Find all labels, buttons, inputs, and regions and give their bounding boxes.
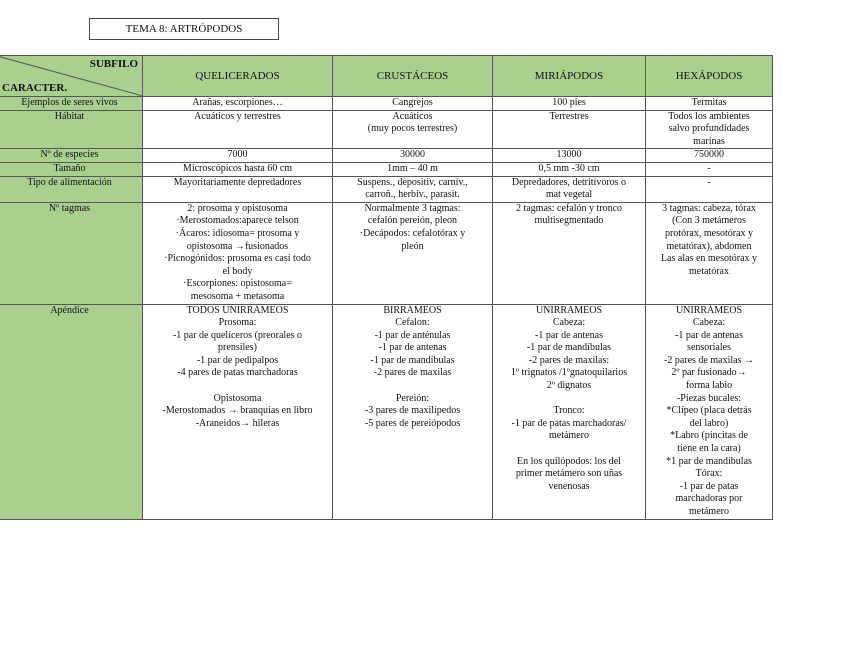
cell-line: metatórax), abdomen [666, 240, 752, 252]
cell-line: -1 par de antenas [534, 329, 604, 341]
cell-miriapodos [493, 149, 646, 163]
cell-quelicerados [143, 110, 333, 149]
cell-line: -Araneidos→ hileras [195, 417, 280, 429]
cell-line: UNIRRÁMEOS [675, 304, 743, 316]
cell-line: -1 par de quelíceros (preorales o [172, 329, 303, 341]
page-title: TEMA 8: ARTRÓPODOS [89, 18, 279, 40]
cell-line: -2 pares de maxilas → [664, 354, 754, 366]
cell-line: Acuáticos y terrestres [194, 110, 281, 122]
row-label: Apéndice [0, 304, 143, 519]
table-row [0, 304, 773, 519]
cell-line: Microscópicos hasta 60 cm [182, 162, 293, 174]
cell-line: multisegmentado [534, 215, 604, 227]
cell-line: Prosoma: [218, 317, 257, 329]
cell-line: Las alas en mesotórax y [660, 253, 758, 265]
cell-line: ·Decápodos: cefalotórax y [359, 227, 466, 239]
cell-line: 13000 [556, 149, 582, 161]
cell-hexapodos [646, 110, 773, 149]
column-header-crustaceos: CRUSTÁCEOS [333, 56, 493, 97]
cell-hexapodos [646, 304, 773, 519]
cell-line: 3 tagmas: cabeza, tórax [662, 202, 756, 214]
cell-line: Tronco: [553, 405, 585, 417]
cell-line: Arañas, escorpiones… [192, 97, 283, 108]
cell-line: Mayoritariamente depredadores [173, 176, 302, 188]
cell-line: BIRRÁMEOS [383, 304, 442, 316]
cell-line: Pereión: [395, 392, 430, 404]
cell-line: salvo profundidades [668, 123, 750, 135]
cell-line: metatórax [689, 265, 729, 277]
cell-line: 0,5 mm -30 cm [538, 162, 600, 174]
cell-line: *Labro (pincitas de [670, 430, 748, 442]
row-label: Hábitat [0, 110, 143, 149]
cell-line: cefalón pereión, pleon [367, 215, 458, 227]
corner-subfilo-label: SUBFILO [89, 58, 138, 70]
cell-line: Opistosoma [213, 392, 262, 404]
cell-crustaceos [333, 149, 493, 163]
cell-line: -4 pares de patas marchadoras [177, 367, 298, 379]
cell-line: ·Merostomados:aparece telson [176, 215, 299, 227]
cell-line: Todos los ambientes [668, 110, 750, 122]
cell-line: opistosoma →fusionados [186, 240, 289, 252]
cell-line: 1º trignatos /1ºgnatoquilarios [510, 367, 628, 379]
cell-quelicerados [143, 176, 333, 202]
cell-line: *1 par de mandíbulas [666, 455, 752, 467]
cell-crustaceos [333, 162, 493, 176]
cell-line: 2º dignatos [546, 380, 592, 392]
cell-quelicerados [143, 149, 333, 163]
cell-line: (muy pocos terrestres) [367, 123, 458, 135]
cell-line: (Con 3 metámeros [672, 215, 746, 227]
cell-line: mesosoma + metasoma [190, 290, 285, 302]
cell-line: 2 tagmas: cefalón y tronco [515, 202, 623, 214]
cell-line: 2º par fusionado→ [671, 367, 747, 379]
cell-miriapodos [493, 162, 646, 176]
cell-line: - [707, 162, 711, 174]
cell-crustaceos [333, 110, 493, 149]
cell-line: Tórax: [695, 468, 723, 480]
cell-line: -Piezas bucales: [676, 392, 742, 404]
cell-line: 7000 [227, 149, 248, 161]
row-label: Nº tagmas [0, 202, 143, 304]
column-header-hexapodos: HEXÁPODOS [646, 56, 773, 97]
cell-line: -2 pares de maxilas: [528, 354, 610, 366]
cell-line: -1 par de patas marchadoras/ [511, 417, 627, 429]
cell-line: 2: prosoma y opistosoma [187, 202, 288, 214]
cell-line: marchadoras por [675, 493, 743, 505]
cell-line: Terrestres [549, 110, 589, 122]
cell-line: -1 par de mandíbulas [370, 354, 455, 366]
cell-line: UNIRRÁMEOS [535, 304, 603, 316]
corner-caracter-label: CARACTER. [2, 82, 68, 95]
blank-line [495, 443, 643, 456]
cell-line: *Clípeo (placa detrás [666, 405, 752, 417]
cell-line: marinas [693, 135, 725, 147]
cell-hexapodos [646, 202, 773, 304]
cell-line: -1 par de mandíbulas [526, 342, 612, 354]
cell-line: Suspens., depositiv, carnív., [357, 176, 468, 188]
table-row [0, 97, 773, 111]
cell-line: del labro) [689, 417, 729, 429]
cell-miriapodos [493, 110, 646, 149]
cell-crustaceos [333, 176, 493, 202]
cell-line: TODOS UNIRRÁMEOS [186, 304, 289, 316]
cell-line: -1 par de antenas [674, 329, 744, 341]
cell-line: - [707, 176, 711, 188]
cell-crustaceos [333, 97, 493, 111]
cell-line: Normalmente 3 tagmas: [364, 202, 461, 214]
table-row [0, 149, 773, 163]
cell-miriapodos [493, 97, 646, 111]
cell-line: tiene en la cara) [677, 443, 741, 455]
cell-line: 100 pies [552, 97, 586, 108]
cell-line: En los quilópodos: los del [517, 455, 621, 467]
cell-line: carroñ., herbiv., parasit. [365, 189, 460, 201]
cell-line: venenosas [548, 480, 590, 492]
cell-hexapodos [646, 149, 773, 163]
cell-line: Cabeza: [552, 317, 586, 329]
column-header-quelicerados: QUELICERADOS [143, 56, 333, 97]
table-row [0, 162, 773, 176]
cell-line: forma labio [685, 380, 733, 392]
cell-line: -1 par de patas [679, 480, 739, 492]
cell-line: -Merostomados → branquias en libro [162, 405, 313, 417]
cell-line: sensoriales [687, 342, 731, 354]
cell-line: pleón [401, 240, 424, 252]
cell-crustaceos [333, 202, 493, 304]
cell-line: ·Picnogónidos: prosoma es casi todo [164, 253, 311, 265]
cell-miriapodos [493, 176, 646, 202]
table-row [0, 202, 773, 304]
cell-line: ·Escorpiones: opistosoma= [183, 278, 292, 290]
row-label: Tipo de alimentación [0, 176, 143, 202]
cell-hexapodos [646, 97, 773, 111]
cell-line: -1 par de anténulas [374, 329, 451, 341]
cell-miriapodos [493, 202, 646, 304]
cell-line: primer metámero son uñas [515, 468, 623, 480]
arthropods-table [0, 55, 773, 520]
cell-line: mat vegetal [545, 189, 593, 201]
cell-line: -2 pares de maxilas [373, 367, 452, 379]
cell-quelicerados [143, 304, 333, 519]
cell-crustaceos [333, 304, 493, 519]
cell-quelicerados [143, 202, 333, 304]
cell-line: 750000 [694, 149, 724, 161]
cell-line: metámero [549, 430, 589, 442]
column-header-miriapodos: MIRIÁPODOS [493, 56, 646, 97]
cell-line: 1mm – 40 m [387, 162, 438, 174]
cell-line: 30000 [400, 149, 425, 161]
table-row [0, 110, 773, 149]
cell-quelicerados [143, 162, 333, 176]
cell-line: Depredadores, detritívoros o [511, 176, 627, 188]
cell-miriapodos [493, 304, 646, 519]
cell-line: Cangrejos [392, 97, 433, 108]
cell-line: Termitas [691, 97, 727, 108]
cell-line: metámero [689, 506, 729, 517]
cell-line: el body [222, 265, 253, 277]
cell-line: prensiles) [218, 342, 257, 354]
table-row [0, 176, 773, 202]
blank-line [495, 393, 643, 406]
cell-line: -3 pares de maxilípedos [364, 405, 461, 417]
cell-line: ·Ácaros: idiosoma= prosoma y [175, 227, 300, 239]
cell-line: Cefalon: [395, 317, 430, 329]
cell-line: -1 par de pedipalpos [196, 354, 279, 366]
row-label: Nº de especies [0, 149, 143, 163]
corner-cell [0, 56, 143, 97]
row-label: Ejemplos de seres vivos [0, 97, 143, 111]
cell-line: protórax, mesotórax y [664, 227, 754, 239]
cell-quelicerados [143, 97, 333, 111]
cell-hexapodos [646, 162, 773, 176]
blank-line [145, 380, 330, 393]
cell-line: -5 pares de pereiópodos [364, 417, 461, 429]
row-label: Tamaño [0, 162, 143, 176]
blank-line [335, 380, 490, 393]
header-row [0, 56, 773, 97]
cell-hexapodos [646, 176, 773, 202]
cell-line: -1 par de antenas [378, 342, 447, 354]
cell-line: Cabeza: [692, 317, 726, 329]
cell-line: Acuáticos [392, 110, 433, 122]
